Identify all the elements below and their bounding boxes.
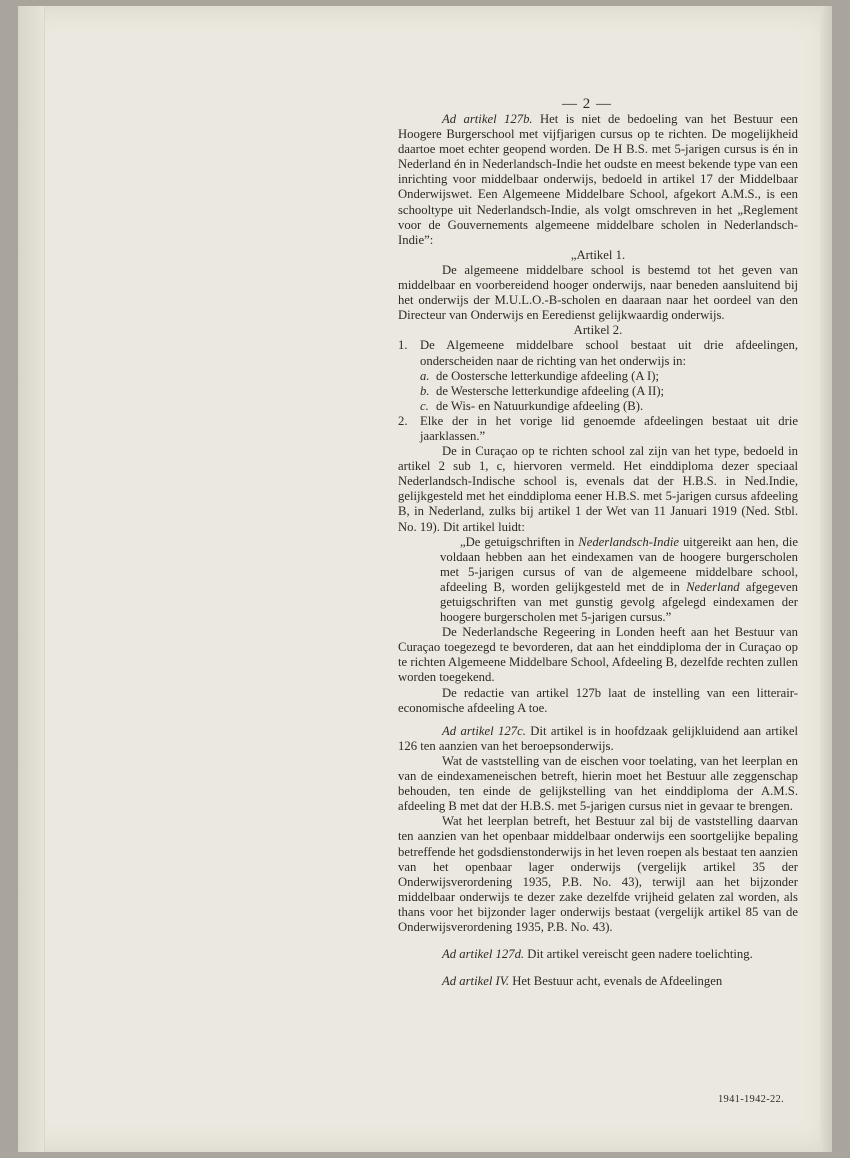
paragraph-redactie: De redactie van artikel 127b laat de instelling van een litterair-economische afdeeling A toe. bbox=[398, 685, 798, 715]
paragraph-vaststelling: Wat de vaststelling van de eischen voor toelating, van het leerplan en van de eindexameneischen betreft, hierin moet het Bestuur alle zeggenschap behouden, ten einde de gelijkstelling van het einddiploma der A.M.S. afdeeling B met dat der H.B.S. met 5-jarigen cursus niet in gevaar te brengen. bbox=[398, 753, 798, 814]
subitem-letter: b. bbox=[420, 383, 430, 398]
document-page bbox=[18, 6, 832, 1152]
footer-reference: 1941-1942-22. bbox=[718, 1094, 785, 1105]
block-quote bbox=[398, 535, 798, 626]
artikel2-subitem-b bbox=[398, 384, 798, 399]
artikel2-item-1 bbox=[398, 338, 798, 368]
paragraph-art127d bbox=[398, 947, 798, 962]
paragraph-text: Dit artikel vereischt geen nadere toelichting. bbox=[524, 947, 753, 962]
body-text bbox=[398, 96, 798, 989]
subitem-text: de Westersche letterkundige afdeeling (A II); bbox=[436, 383, 665, 398]
article-label: Ad artikel 127c. bbox=[442, 723, 526, 738]
article-label: Ad artikel IV. bbox=[442, 974, 510, 989]
quote-italic: Nederlandsch-Indie bbox=[578, 534, 680, 549]
paragraph-artIV bbox=[398, 974, 798, 989]
paragraph-text: Dit artikel is in hoofdzaak gelijkluidend aan artikel 126 ten aanzien van het beroepsonderwijs. bbox=[398, 723, 798, 753]
item-text: De Algemeene middelbare school bestaat uit drie afdeelingen, onderscheiden naar de richting van het onderwijs in: bbox=[420, 338, 798, 368]
article-label: Ad artikel 127d. bbox=[442, 947, 525, 962]
quote-text: „De getuigschriften in bbox=[460, 534, 579, 549]
item-text: Elke der in het vorige lid genoemde afdeelingen bestaat uit drie jaarklassen.” bbox=[420, 413, 798, 443]
artikel1-heading: „Artikel 1. bbox=[570, 247, 626, 262]
page-number: — 2 — bbox=[562, 96, 612, 112]
paragraph-art127b bbox=[398, 112, 798, 248]
quote-text: afgegeven getuigschriften van met gunstig gevolg afgelegd eindexamen der hoogere burgerscholen met 5-jarigen cursus.” bbox=[440, 579, 798, 625]
artikel1-text: De algemeene middelbare school is bestemd tot het geven van middelbaar en voorbereidend hooger onderwijs, naar beneden aansluitend bij het onderwijs der M.U.L.O.-B-scholen en daaraan naar het oordeel van den Directeur van Onderwijs en Eeredienst gelijkwaardig onderwijs. bbox=[398, 262, 798, 323]
paragraph-text: Het Bestuur acht, evenals de Afdeelingen bbox=[509, 974, 723, 989]
subitem-letter: c. bbox=[420, 398, 429, 413]
paragraph-text: Het is niet de bedoeling van het Bestuur een Hoogere Burgerschool met vijfjarigen cursus op te richten. De mogelijkheid daartoe moet echter geopend worden. De H B.S. met 5-jarigen cursus is én in Nederland én in Nederlandsch-Indie het oudste en meest bekende type van een inrichting voor middelbaar onderwijs, bedoeld in artikel 17 der Middelbaar Onderwijswet. Een Algemeene Middelbare School, afgekort A.M.S., is een schooltype uit Nederlandsch-Indie, als volgt omschreven in het „Reglement voor de Gouvernements algemeene middelbare scholen in Nederlandsch-Indie”: bbox=[398, 112, 798, 247]
artikel2-item-2 bbox=[398, 414, 798, 444]
subitem-text: de Oostersche letterkundige afdeeling (A I); bbox=[436, 368, 660, 383]
artikel2-heading: Artikel 2. bbox=[573, 323, 623, 338]
item-number: 2. bbox=[398, 413, 408, 428]
item-number: 1. bbox=[398, 338, 408, 353]
subitem-text: de Wis- en Natuurkundige afdeeling (B). bbox=[436, 398, 644, 413]
paragraph-leerplan: Wat het leerplan betreft, het Bestuur zal bij de vaststelling daarvan ten aanzien van het openbaar middelbaar onderwijs een soortgelijke bepaling betreffende het godsdienstonderwijs in het leven roepen als bestaat ten aanzien van het openbaar lager onderwijs (vergelijk artikel 35 der Onderwijsverordening 1935, P.B. No. 43), terwijl aan het bijzonder middelbaar onderwijs te dezer zake dezelfde vrijheid gelaten zal worden, als thans voor het bijzonder lager onderwijs bestaat (vergelijk artikel 85 van de Onderwijsverordening 1935, P.B. No. 43). bbox=[398, 814, 798, 934]
subitem-letter: a. bbox=[420, 368, 430, 383]
paragraph-regeering: De Nederlandsche Regeering in Londen heeft aan het Bestuur van Curaçao toegezegd te bevorderen, dat aan het einddiploma der in Curaçao op te richten Algemeene Middelbare School, Afdeeling B, dezelfde rechten zullen worden toegekend. bbox=[398, 625, 798, 685]
quote-text: uitgereikt aan hen, die voldaan hebben aan het eindexamen van de hoogere burgerscholen met 5-jarigen cursus of van de algemeene middelbare school, afdeeling B, worden gelijkgesteld met de in bbox=[440, 534, 798, 594]
paragraph-art127c bbox=[398, 724, 798, 754]
paragraph-curacao-school: De in Curaçao op te richten school zal zijn van het type, bedoeld in artikel 2 sub 1, c, hiervoren vermeld. Het einddiploma dezer speciaal Nederlandsch-Indische school is, evenals dat der H.B.S. in Ned.Indie, gelijkgesteld met het einddiploma eener H.B.S. met 5-jarigen cursus afdeeling B, in Nederland, zulks bij artikel 1 der Wet van 11 Januari 1919 (Ned. Stbl. No. 19). Dit artikel luidt: bbox=[398, 444, 798, 534]
artikel2-subitem-c bbox=[398, 399, 798, 414]
artikel2-subitem-a bbox=[398, 369, 798, 384]
page-binding-edge bbox=[18, 6, 45, 1152]
page-right-edge bbox=[820, 6, 832, 1152]
quote-italic: Nederland bbox=[686, 579, 740, 594]
article-label: Ad artikel 127b. bbox=[442, 112, 533, 126]
